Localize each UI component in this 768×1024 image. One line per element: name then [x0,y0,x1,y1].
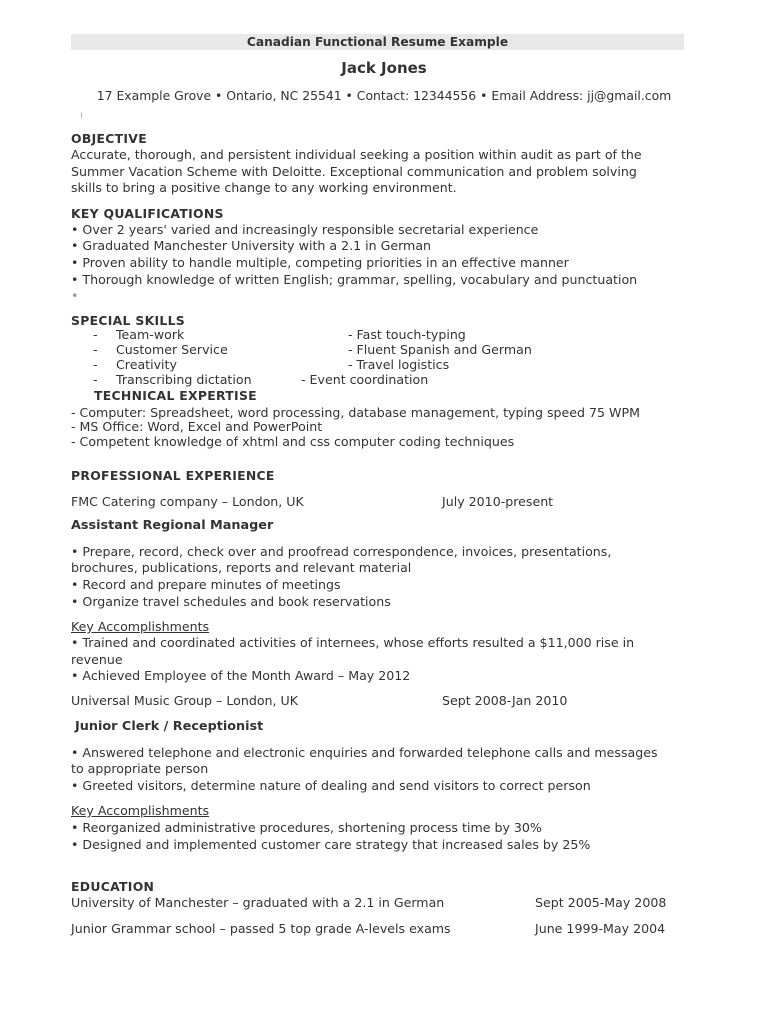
education-dates: Sept 2005-May 2008 [535,895,667,910]
document-title: Canadian Functional Resume Example [246,35,509,49]
skill-dash: - [93,342,98,357]
accomplishments-heading: Key Accomplishments [71,803,210,818]
skill-dash: - [93,372,98,387]
qualification-item: • Thorough knowledge of written English; grammar, spelling, vocabulary and punctuation [71,272,638,287]
skill-dash: - [93,327,98,342]
qualifications-heading: KEY QUALIFICATIONS [71,206,224,221]
qualification-item: • Over 2 years' varied and increasingly responsible secretarial experience [71,222,539,237]
skill-right: - Travel logistics [348,357,450,372]
objective-line: Summer Vacation Scheme with Deloitte. Exceptional communication and problem solving [71,164,637,179]
education-item: University of Manchester – graduated with a 2.1 in German [71,895,445,910]
job-duty: brochures, publications, reports and relevant material [71,560,412,575]
technical-heading: TECHNICAL EXPERTISE [94,388,257,403]
title-banner [71,34,684,50]
qualification-item: • Graduated Manchester University with a 2.1 in German [71,238,432,253]
education-heading: EDUCATION [71,879,155,894]
technical-item: - Competent knowledge of xhtml and css computer coding techniques [71,434,515,449]
skill-left: Creativity [116,357,177,372]
skill-left: Transcribing dictation [116,372,252,387]
job-dates: July 2010-present [442,494,554,509]
accomplishment-item: • Designed and implemented customer care strategy that increased sales by 25% [71,837,591,852]
job-duty: • Record and prepare minutes of meetings [71,577,341,592]
job-title: Junior Clerk / Receptionist [75,719,264,734]
accomplishment-item: revenue [71,652,123,667]
job-dates: Sept 2008-Jan 2010 [442,693,568,708]
education-item: Junior Grammar school – passed 5 top grade A-levels exams [71,921,451,936]
job-duty: • Organize travel schedules and book reservations [71,594,391,609]
technical-item: - Computer: Spreadsheet, word processing, database management, typing speed 75 WPM [71,405,640,420]
skill-left: Team-work [116,327,185,342]
qualification-item: • [71,288,79,303]
technical-item: - MS Office: Word, Excel and PowerPoint [71,419,323,434]
objective-heading: OBJECTIVE [71,131,147,146]
skill-right: - Fluent Spanish and German [348,342,532,357]
job-duty: to appropriate person [71,761,209,776]
objective-line: skills to bring a positive change to any working environment. [71,180,457,195]
candidate-name: Jack Jones [341,59,427,77]
education-dates: June 1999-May 2004 [535,921,666,936]
decorative-tick [81,112,82,118]
objective-line: Accurate, thorough, and persistent individual seeking a position within audit as part of the [71,147,642,162]
job-company: FMC Catering company – London, UK [71,494,304,509]
experience-heading: PROFESSIONAL EXPERIENCE [71,468,275,483]
contact-line: 17 Example Grove • Ontario, NC 25541 • Contact: 12344556 • Email Address: jj@gmail.com [96,88,672,103]
skill-left: Customer Service [116,342,228,357]
skill-right: - Event coordination [301,372,429,387]
skill-dash: - [93,357,98,372]
skill-right: - Fast touch-typing [348,327,466,342]
accomplishment-item: • Trained and coordinated activities of internees, whose efforts resulted a $11,000 rise in [71,635,635,650]
job-duty: • Prepare, record, check over and proofread correspondence, invoices, presentations, [71,544,612,559]
job-duty: • Greeted visitors, determine nature of dealing and send visitors to correct person [71,778,591,793]
job-company: Universal Music Group – London, UK [71,693,298,708]
accomplishment-item: • Reorganized administrative procedures, shortening process time by 30% [71,820,542,835]
job-duty: • Answered telephone and electronic enquiries and forwarded telephone calls and messages [71,745,658,760]
skills-heading: SPECIAL SKILLS [71,313,186,328]
job-title: Assistant Regional Manager [71,518,274,533]
qualification-item: • Proven ability to handle multiple, competing priorities in an effective manner [71,255,569,270]
accomplishments-heading: Key Accomplishments [71,619,210,634]
accomplishment-item: • Achieved Employee of the Month Award – May 2012 [71,668,411,683]
